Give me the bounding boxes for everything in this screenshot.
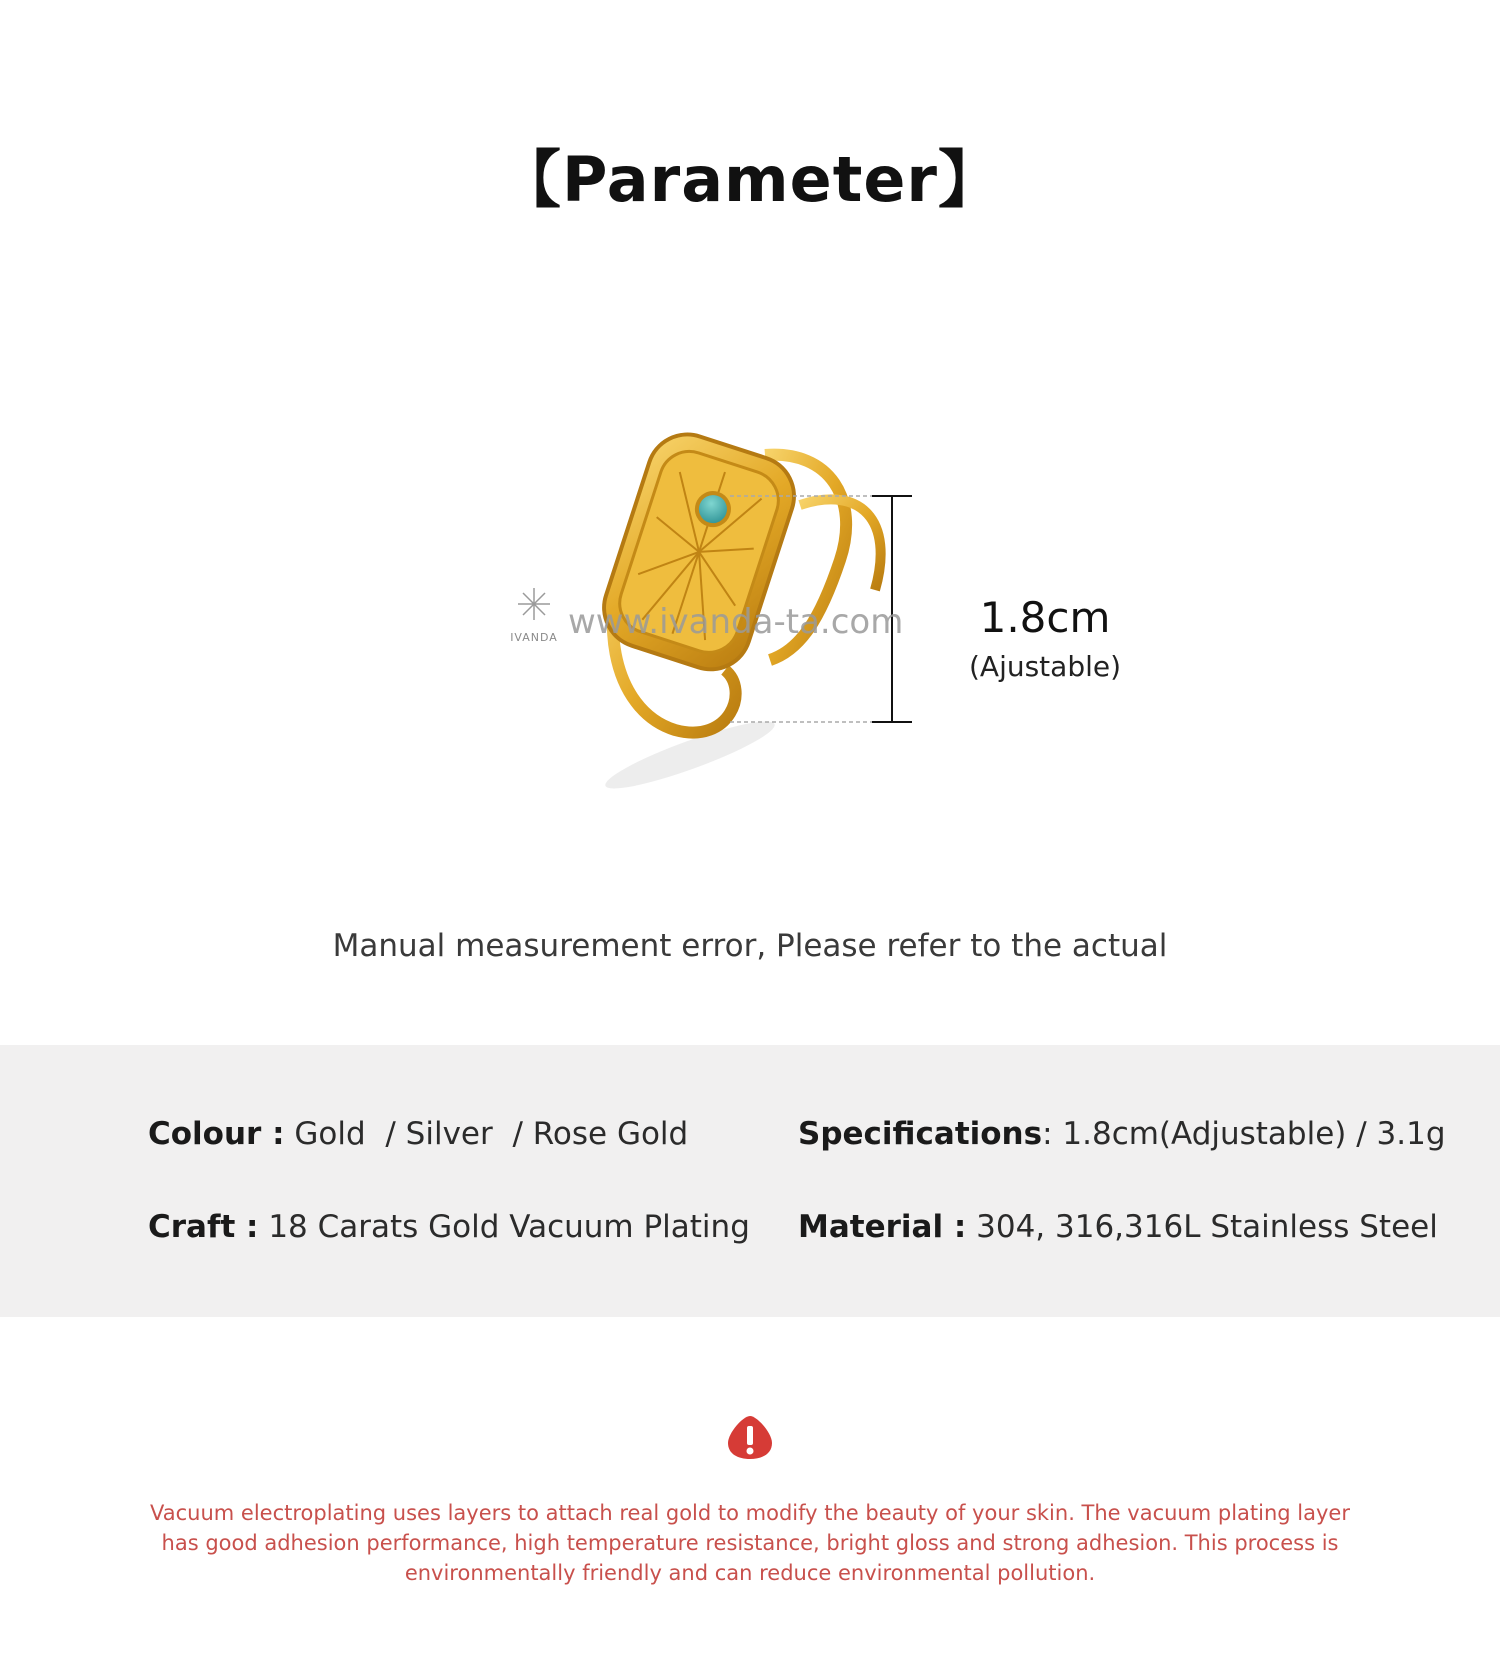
brand-star-icon — [518, 588, 550, 620]
spec-colour — [148, 1116, 688, 1152]
spec-craft-value: 18 Carats Gold Vacuum Plating — [268, 1209, 750, 1245]
watermark-url: www.ivanda-ta.com — [568, 602, 904, 642]
spec-material — [798, 1209, 1438, 1245]
ring-product-image — [500, 410, 980, 810]
spec-specifications — [798, 1116, 1446, 1152]
watermark-brand: IVANDA — [510, 631, 558, 644]
spec-colour-label: Colour : — [148, 1116, 285, 1152]
exclamation-icon — [726, 1413, 774, 1461]
spec-colour-value: Gold / Silver / Rose Gold — [294, 1116, 689, 1152]
dimension-value: 1.8cm — [979, 593, 1111, 642]
plating-warning-text: Vacuum electroplating uses layers to attach real gold to modify the beauty of your skin. The vacuum plating layer has good adhesion performance, high temperature resistance, bright gloss and strong adhesion. This process is environmentally friendly and can reduce environmental pollution. — [150, 1501, 1350, 1585]
spec-craft — [148, 1209, 750, 1245]
spec-material-label: Material : — [798, 1209, 967, 1245]
spec-specifications-value: : 1.8cm(Adjustable) / 3.1g — [1042, 1116, 1446, 1152]
spec-specifications-label: Specifications — [798, 1116, 1043, 1152]
dimension-note: (Ajustable) — [968, 650, 1122, 683]
spec-material-value: 304, 316,316L Stainless Steel — [976, 1209, 1438, 1245]
spec-craft-label: Craft : — [148, 1209, 259, 1245]
page-title: 【Parameter】 — [499, 143, 1001, 216]
measurement-note: Manual measurement error, Please refer to the actual — [332, 928, 1168, 964]
spec-panel — [0, 1045, 1500, 1317]
